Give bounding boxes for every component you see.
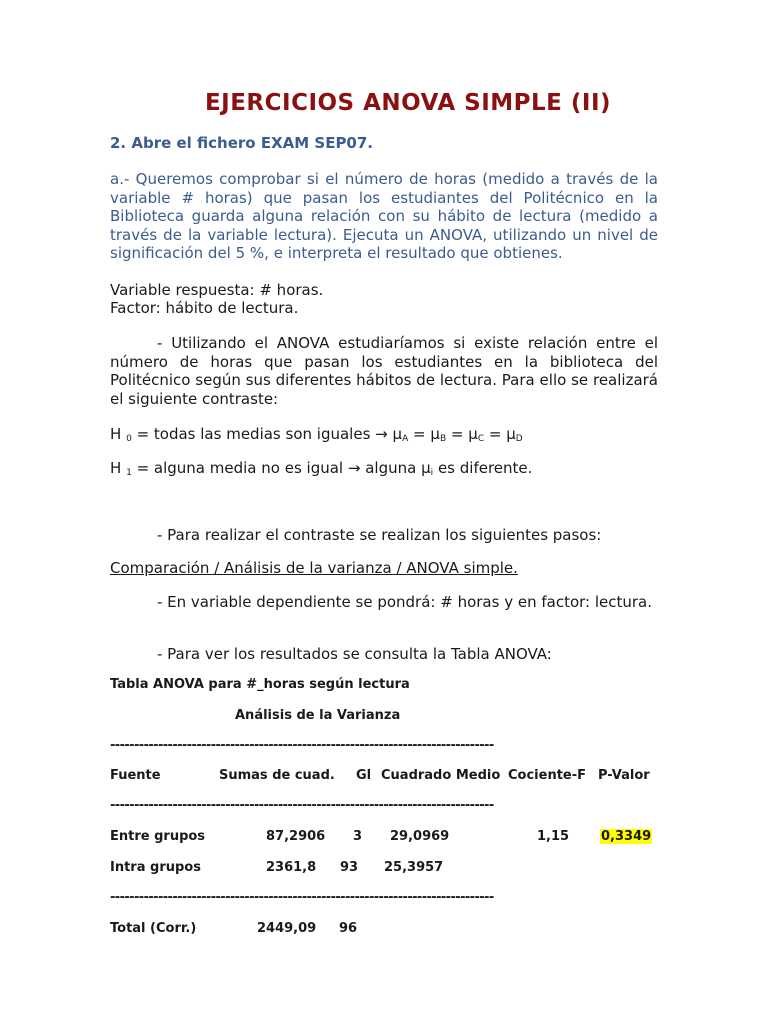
h0-text: = todas las medias son iguales (136, 425, 371, 443)
row-fuente: Entre grupos (110, 829, 206, 844)
row-gl: 93 (340, 860, 359, 875)
row-fuente: Intra grupos (110, 860, 201, 875)
h1-text: = alguna media no es igual (136, 459, 344, 477)
table-heading: Análisis de la Varianza (235, 708, 401, 723)
table-caption: Tabla ANOVA para #_horas según lectura (110, 677, 410, 692)
h1-text2: alguna (365, 459, 417, 477)
row-pvalor (600, 829, 652, 844)
col-sumas: Sumas de cuad. (219, 768, 335, 783)
total-sumas: 2449,09 (257, 921, 317, 936)
page-title: EJERCICIOS ANOVA SIMPLE (II) (204, 90, 612, 116)
h0-subscript: 0 (126, 434, 132, 444)
steps-paragraph: - Para realizar el contraste se realizan los siguientes pasos: (157, 526, 602, 544)
alternative-hypothesis (110, 459, 658, 483)
row-gl: 3 (353, 829, 363, 844)
row-cociente: 1,15 (537, 829, 570, 844)
mu-i-sub: i (430, 468, 434, 478)
mu-b-sub: B (439, 434, 447, 444)
mu-b: μ (430, 425, 440, 443)
table-rule-1: -------------------------------------------------------------------------------- (110, 738, 494, 753)
equals-1: = (413, 425, 426, 443)
mu-c-sub: C (477, 434, 485, 444)
col-cuadrado: Cuadrado Medio (381, 768, 501, 783)
table-paragraph: - Para ver los resultados se consulta la Tabla ANOVA: (157, 645, 552, 663)
arrow-icon: → (347, 459, 361, 477)
anova-paragraph: - Utilizando el ANOVA estudiaríamos si existe relación entre el número de horas que pasan los estudiantes en la biblioteca del Politécnico según sus diferentes hábitos de lectura. Para ello se realizará el siguiente contraste: (110, 334, 658, 408)
exercise-heading: 2. Abre el fichero EXAM SEP07. (110, 134, 374, 152)
variable-paragraph: - En variable dependiente se pondrá: # horas y en factor: lectura. (157, 593, 653, 611)
row-sumas: 87,2906 (266, 829, 326, 844)
col-fuente: Fuente (110, 768, 161, 783)
equals-2: = (450, 425, 464, 443)
task-paragraph: a.- Queremos comprobar si el número de horas (medido a través de la variable # horas) que pasan los estudiantes del Politécnico en la Biblioteca guarda alguna relación con su hábito de lectura (medido a través de la variable lectura). Ejecuta un ANOVA, utilizando un nivel de significación del 5 %, e interpreta el resultado que obtienes. (110, 170, 658, 262)
arrow-icon: → (375, 425, 388, 443)
mu-i: μ (421, 459, 431, 477)
variable-line: Variable respuesta: # horas. (110, 281, 324, 299)
mu-a: μ (392, 425, 403, 443)
mu-c: μ (468, 425, 478, 443)
pvalue-highlight: 0,3349 (601, 829, 652, 844)
table-rule-3: -------------------------------------------------------------------------------- (110, 890, 494, 905)
col-gl: Gl (356, 768, 372, 783)
row-cuadrado: 29,0969 (390, 829, 450, 844)
null-hypothesis (110, 425, 658, 449)
mu-d-sub: D (515, 434, 523, 444)
table-rule-2: -------------------------------------------------------------------------------- (110, 798, 494, 813)
h0-symbol: H (110, 425, 122, 443)
h1-subscript: 1 (126, 468, 132, 478)
col-pvalor: P-Valor (598, 768, 650, 783)
mu-a-sub: A (402, 434, 409, 444)
total-gl: 96 (339, 921, 358, 936)
h1-symbol: H (110, 459, 122, 477)
row-sumas: 2361,8 (266, 860, 317, 875)
mu-d: μ (506, 425, 516, 443)
equals-3: = (488, 425, 502, 443)
col-cociente: Cociente-F (508, 768, 587, 783)
total-fuente: Total (Corr.) (110, 921, 197, 936)
h1-text3: es diferente. (437, 459, 533, 477)
menu-path: Comparación / Análisis de la varianza / ANOVA simple. (110, 559, 518, 577)
factor-line: Factor: hábito de lectura. (110, 299, 299, 317)
row-cuadrado: 25,3957 (384, 860, 444, 875)
